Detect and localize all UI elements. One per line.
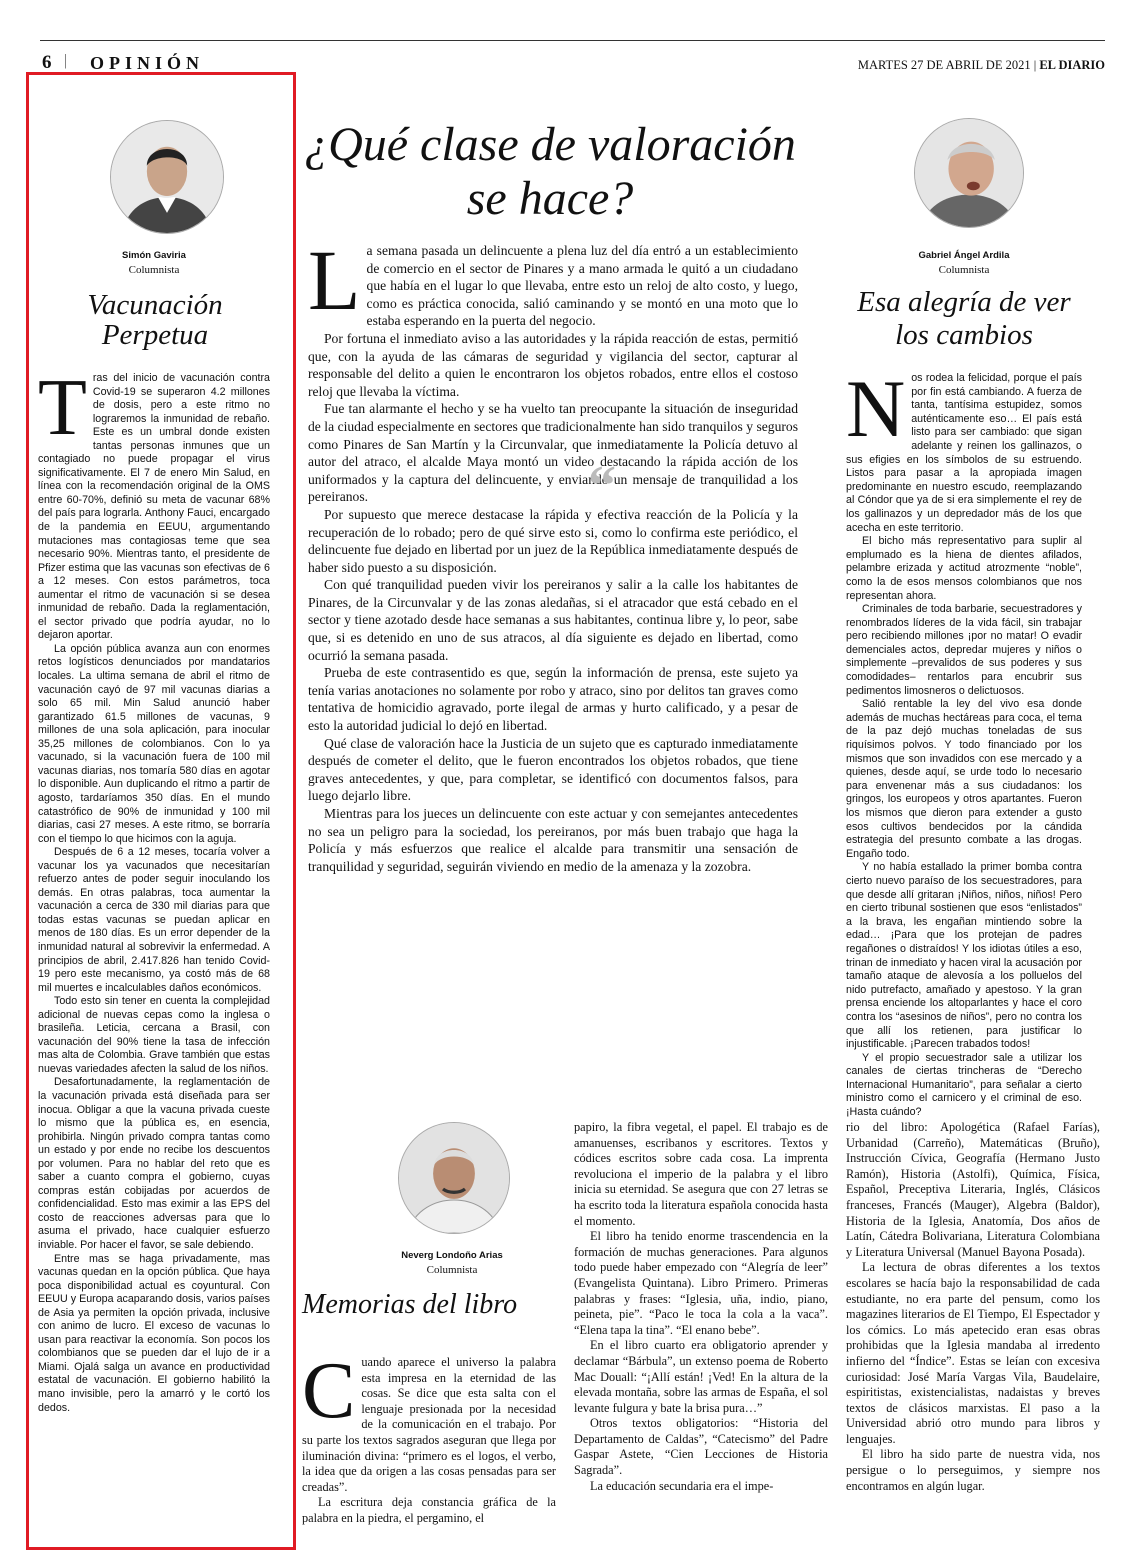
portrait-icon — [915, 119, 1023, 227]
section-name: OPINIÓN — [90, 53, 205, 73]
dateline-separator: | — [1030, 58, 1040, 72]
dropcap: C — [302, 1347, 356, 1435]
right-title — [846, 286, 1082, 352]
header-separator: | — [64, 52, 68, 69]
paragraph: papiro, la fibra vegetal, el papel. El trabajo es de amanuenses, escribanos y escritores. Textos y códices escritos sobre cada cosa. La imprenta revoluciona el imperio de la palabra y el libro inicia su eternidad. Se asegura que con 27 letras se ha escrito toda la literatura española conocida hasta el momento. — [574, 1120, 828, 1228]
author-photo-neverg-londono-arias — [398, 1122, 510, 1234]
author-photo-gabriel-angel-ardila — [914, 118, 1024, 228]
paragraph: Qué clase de valoración hace la Justicia de un sujeto que es capturado inmediatamente después de cometer el delito, que le fueron encontrados los objetos robados, que tiene graves antecedentes, y que, para completar, se identificó con documentos falsos, para luego dejarlo libre. — [308, 735, 798, 804]
paragraph: Prueba de este contrasentido es que, según la información de prensa, este sujeto ya tenía varias anotaciones no solamente por robo y atraco, sino por delitos tan graves como tentativa de homicidio agravado, porte ilegal de armas y hurto calificado, y a pesar de esto la autoridad judicial lo dejó en libertad. — [308, 665, 798, 734]
page-number: 6 — [42, 52, 52, 73]
dropcap: T — [38, 364, 87, 452]
paragraph: Salió rentable la ley del vivo esa donde además de muchas hectáreas para coca, el tema de la paz dejó muchas toneladas de sus riquísimos polvos. Y todo financiado por los mismos que son invadidos con ese mercado y a quienes, desde aquí, se urde todo lo necesario para envenenar más a sus ciudadanos: los gringos, los europeos y otros apartantes. Fueron los mismos que dieron para extender a gusto esos cultivos bendecidos por la cándida estrategia del presunto combate a las drogas. Engaño todo. — [846, 698, 1082, 860]
article-body-bottom-col-2 — [574, 1120, 828, 1494]
paragraph: Después de 6 a 12 meses, tocaría volver a vacunar los ya vacunados que necesitarían refuerzo antes de poder seguir inoculando los demás. En otras palabras, toca aumentar la vacunación a cerca de 330 mil diarias para que todas estas vacunas se puedan aplicar en menos de 180 días. Es un error depender de la inmunidad natural al sobrevivir la enfermedad. A principios de abril, 2.417.826 han tenido Covid-19 pero este mecanismo, ya costó más de 68 mil muertes e incalculables daños económicos. — [38, 846, 270, 994]
right-title-line-1: Esa alegría de ver — [857, 286, 1071, 318]
article-title: Vacunación Perpetua — [87, 289, 223, 352]
bottom-title: Memorias del libro — [302, 1289, 518, 1320]
author-name: Simón Gaviria — [122, 250, 186, 261]
author-role: Columnista — [426, 1264, 478, 1276]
article-body-bottom-col-1 — [302, 1347, 556, 1527]
article-body-bottom-col-3 — [846, 1120, 1100, 1494]
paragraph: El libro ha tenido enorme trascendencia en la formación de muchas generaciones. Para algunos todo puede haber empezado con “Alegría de leer” (Evangelista Quintana). Libro Primero. Primeras palabras y frases: “Iglesia, uña, indio, piano, peineta, pie”. “Paco le toca la cola a la vaca”. “Elena tapa la tina”. “El enano bebe”. — [574, 1229, 828, 1337]
author-role: Columnista — [128, 264, 180, 276]
paragraph: Y el propio secuestrador sale a utilizar los canales de ciertas trincheras de “Derecho Internacional Humanitario”, para señalar a cierto ministro como el carnicero y el criminal de eso. ¡Hasta cuándo? — [846, 1051, 1082, 1119]
paragraph: El libro ha sido parte de nuestra vida, nos persigue o lo perseguimos, y siempre nos encontramos en algún lugar. — [846, 1447, 1100, 1493]
paragraph: La escritura deja constancia gráfica de la palabra en la piedra, el pergamino, el — [302, 1495, 556, 1525]
right-title-line-2: los cambios — [895, 319, 1033, 351]
paragraph: Otros textos obligatorios: “Historia del Departamento de Caldas”, “Catecismo” del Padre Gaspar Astete, “Cien Lecciones de Historia Sagrada”. — [574, 1416, 828, 1478]
paragraph: a semana pasada un delincuente a plena luz del día entró a un establecimiento de comercio en el sector de Pinares y a mano armada le quitó a un ciudadano que había en el lugar lo que llevaba, entre esto un reloj de alto costo, y luego, como es práctica conocida, salió caminando y se montó en una moto que lo estaba esperando en la puerta del negocio. — [366, 243, 798, 329]
author-name: Neverg Londoño Arias — [401, 1250, 503, 1261]
paragraph: Por supuesto que merece destacase la rápida y efectiva reacción de la Policía y la recuperación de lo robado; pero de qué sirve esto si, como lo confirma este periódico, el delincuente fue dejado en libertad por un juez de la República inmediatamente después de haber sido puesto a su disposición. — [308, 506, 798, 575]
paragraph: Con qué tranquilidad pueden vivir los pereiranos y salir a la calle los habitantes de Pinares, de la Circunvalar y de las zonas aledañas, si el atracador que está cebado en el sector y tiene azotado desde hace semanas a sus habitantes, continua libre y, lo peor, sabe que, si es detenido en uno de sus atracos, al día siguiente es dejado en libertad, como ocurrió la semana pasada. — [308, 577, 798, 663]
highlight-frame — [26, 72, 296, 1550]
paragraph: La opción pública avanza aun con enormes retos logísticos denunciados por mandatarios locales. La ultima semana de abril el ritmo de vacunación cayó de 97 mil vacunas diarias a solo 65 mil. Min Salud anunció haber garantizado 61.5 millones de vacunas, 9 millones de una sola aplicación, para inocular 35,25 millones de colombianos. Con lo ya vacunado, si la vacunación fuera de 100 mil vacunas diarias, nos tomaría 580 días en agotar lo disponible. Aun duplicando el ritmo a partir de agosto, tardaríamos 350 días. En el mundo catastrófico de 90% de inmunidad y 100 mil diarias, casi 27 meses. A este ritmo, se borraría con el tiempo lo que hicimos con la aguja. — [38, 642, 270, 845]
dateline — [858, 58, 1105, 73]
paragraph: El bicho más representativo para suplir al emplumado es la hiena de dientes afilados, pelambre erizada y actitud atrozmente “noble”, como la de esos mensos colombianos que nos representan ahora. — [846, 535, 1082, 602]
article-body-main — [308, 232, 798, 875]
header-rule — [40, 40, 1105, 41]
paragraph: Entre mas se haga privadamente, mas vacunas quedan en la opción pública. Que haya poca disponibilidad actual es coyuntural. Con EEUU y Europa acaparando dosis, varios países de Asia ya permiten la opción privada, inclusive con animo de lucro. El exceso de vacunas lo usan para reactivar la economía. Son pocos los colombianos que se pueden dar el lujo de ir a Miami. Ojalá salga un avance en productividad estatal de vacunación. El gobierno habilitó la mano invisible, pero la amarró y le cortó los dedos. — [38, 1252, 270, 1414]
paragraph: os rodea la felicidad, porque el país por fin está cambiando. A fuerza de tanta, tantísima estupidez, somos auténticamente eso… El país está listo para ser cambiado: que sigan adelante y reinen los gallinazos, o sus efigies en los símbolos de su estruendo. Listos para pasar a la apropiada imagen predominante en nuestro escudo, reemplazando al Cóndor que ya de si era simplemente el rey de los gallinazos y un depredador más de los que acecha en este territorio. — [846, 372, 1082, 534]
main-title-line-2: se hace? — [466, 172, 634, 225]
paragraph: La educación secundaria era el impe- — [590, 1478, 774, 1493]
paragraph: Todo esto sin tener en cuenta la complejidad adicional de nuevas cepas como la inglesa o brasileña. Leticia, cercana a Brasil, con vacunación del 90% tiene la tasa de infección mas alta de Colombia. Grave también que estas nuevas variedades afecten la salud de los niños. — [38, 995, 270, 1075]
dropcap: N — [846, 363, 906, 454]
paragraph: La lectura de obras diferentes a los textos escolares se hacía bajo la responsabilidad de cada estudiante, no era parte del pensum, como los magazines literarios de El Tiempo, El Espectador y los cómics. Lo más apetecido eran esas obras prohibidas que la Iglesia mandaba al irredento infierno del “Índice”. Estas se leían con excesiva curiosidad: José María Vargas Vila, Baudelaire, espiritistas, existencialistas, nadaistas y breves textos de clásicos marxistas. El paso a la Universidad abrió otro mundo para libros y lenguajes. — [846, 1260, 1100, 1446]
main-title-line-1: ¿Qué clase de valoración — [304, 118, 796, 171]
dropcap: L — [308, 232, 361, 328]
paragraph: Fue tan alarmante el hecho y se ha vuelto tan preocupante la situación de inseguridad de la ciudad especialmente en sectores que tradicionalmente han sido tranquilos y seguros como Pinares de San Martín y la Circunvalar, que inmediatamente la Policía detuvo al autor del atraco, el alcalde Maya montó un video destacando la rápida acción de los uniformados y la captura del delincuente, y enviando un mensaje de tranquilidad a los pereiranos. — [308, 401, 798, 505]
paragraph: ras del inicio de vacunación contra Covid-19 se superaron 4.2 millones de dosis, pero a este ritmo no lograremos la inmunidad de rebaño. Este es un umbral donde existen tantas personas inmunes que un contagiado no puede propagar el virus significativamente. El 7 de enero Min Salud, en línea con la recomendación original de la OMS entre 60-70%, definió su meta de vacunar 68% del país para lograrla. Anthony Fauci, encargado de la pandemia en EEUU, argumentando mutaciones mas contagiosas teme que sea necesario 90%. Mientras tanto, el presidente de Pfizer estima que las vacunas son efectivas de 6 a 12 meses. Con estos parámetros, toca aumentar el ritmo de vacunación si se desea inmunidad de rebaño. Dada la reglamentación, el sector privado que podría ayudar, no lo dejaron aportar. — [38, 372, 270, 642]
article-body-right — [846, 363, 1082, 1120]
issue-date: MARTES 27 DE ABRIL DE 2021 — [857, 58, 1031, 72]
author-name: Gabriel Ángel Ardila — [918, 250, 1010, 261]
paragraph: uando aparece el universo la palabra esta impresa en la eternidad de las cosas. Se dice que esta salta con el lenguaje presionada por la necesidad de la comunicación en el trabajo. Por su parte los textos sagrados aseguran que llega por iluminación divina: “primero es el logos, el verbo, la idea que da origen a las cosas pensadas para ser creadas”. — [302, 1355, 556, 1494]
paragraph: Y no había estallado la primer bomba contra cierto nuevo paraíso de los secuestradores, para que desde allí gritaran ¡Niños, niños, niños! Pero en cierto tribunal sostienen que esos “enlistados” a la brava, les engañan mintiendo sobre la edad… ¡Para que los protejan de padres regañones o distraídos! Y los idiotas útiles a eso, trinan de inmediato y hacen viral la acusación por tamaño ataque de alevosía a los polluelos del nido putrefacto, amañado y apestoso. Y la gran prensa enciende los altoparlantes y hace el coro contra los “asesinos de niños”, pero no contra los que allí los retienen, para justificar lo injustificable. ¡Parecen trabados todos! — [846, 861, 1082, 1051]
paragraph: Criminales de toda barbarie, secuestradores y renombrados líderes de la vida fácil, sin trabajar pero recibiendo millones ¡por no matar! O evadir demenciales actos, depredar mujeres y niños o simplemente –prevalidos de sus poderes y sus comodidades– rentarlos para encubrir sus pedimentos limosneros o delictuosos. — [846, 603, 1082, 697]
paragraph: En el libro cuarto era obligatorio aprender y declamar “Bárbula”, un extenso poema de Roberto Mac Douall: “¡Allí están! ¡Ved! En la altura de la elevada montaña, sobre las armas de España, el sol levante fulgura y bate la brisa pura…” — [574, 1338, 828, 1415]
paragraph: Desafortunadamente, la reglamentación de la vacunación privada está diseñada para ser inocua. Obligar a que la vacuna privada cueste lo mismo que la pública es, en esencia, prohibirla. Ningún privado compra tantas como un estado y por ende no recibe los descuentos por volumen. Para no hablar del reto que es saber a cuanto compra el gobierno, cuyas compras están cobijadas por acuerdos de confidencialidad. Esto mas eximir a las EPS del costo de reacciones adversas para que lo asuma el privado, hace cualquier esfuerzo inviable. Por hacer el favor, se sale debiendo. — [38, 1076, 270, 1251]
main-title — [300, 118, 800, 226]
paragraph: Mientras para los jueces un delincuente con este actuar y con semejantes antecedentes no sea un peligro para la sociedad, los pereiranos, por más buen trabajo que haga la Policía y más esfuerzos que realice el alcalde para transmitir una sensación de tranquilidad y seguridad, seguirán viviendo en medio de la amenaza y la zozobra. — [308, 806, 798, 874]
quote-icon: “ — [588, 455, 616, 517]
paragraph: Por fortuna el inmediato aviso a las autoridades y la rápida reacción de estas, permitió que, con la ayuda de las cámaras de seguridad y vigilancia del sector, capturar al responsable del delito a quien le encontraron los objetos robados, entre ellos el costoso reloj que llevaba la víctima. — [308, 330, 798, 399]
paper-name: EL DIARIO — [1039, 58, 1105, 72]
portrait-icon — [399, 1123, 509, 1233]
author-role: Columnista — [938, 264, 990, 276]
paragraph: rio del libro: Apologética (Rafael Farías), Urbanidad (Carreño), Matemáticas (Bruño), Instrucción Cívica, Geografía (Hermano Justo Ramón), Historia (Astolfi), Química, Física, Español, Preceptiva Literaria, Inglés, Clásicos franceses, Francés (Mauger), Algebra (Baldor), Historia de la Iglesia, Anatomía, Dos años de Latín, Cátedra Bolivariana, Literatura Colombiana y Literatura Universal (Manuel Bayona Posada). — [846, 1120, 1100, 1259]
